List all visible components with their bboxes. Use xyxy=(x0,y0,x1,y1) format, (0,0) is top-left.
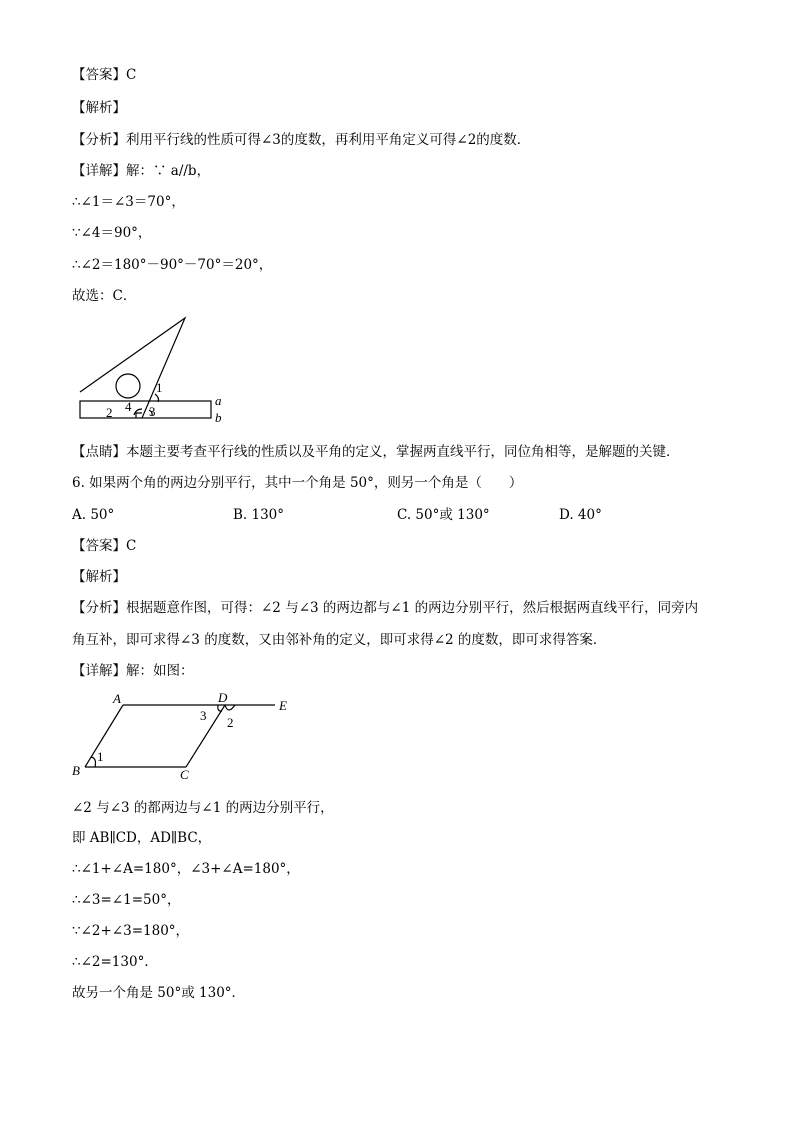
figure2-label-e: E xyxy=(279,698,287,713)
figure1-label-4: 4 xyxy=(125,399,132,414)
angle-2-arc xyxy=(225,705,235,710)
q6-question: 6. 如果两个角的两边分别平行，其中一个角是 50°，则另一个角是（ ） xyxy=(72,475,523,491)
q6-step-4: ∴∠3=∠1=50°， xyxy=(72,892,181,908)
q6-analysis-heading: 【解析】 xyxy=(72,569,126,585)
right-angle-mark xyxy=(136,413,142,418)
triangle-outline xyxy=(80,318,185,418)
q5-step-1: ∴∠1＝∠3＝70°， xyxy=(72,194,185,210)
q6-option-b: B. 130° xyxy=(233,507,285,523)
q5-step-3: ∴∠2＝180°－90°－70°＝20°， xyxy=(72,257,273,273)
q6-step-3: ∴∠1+∠A=180°，∠3+∠A=180°， xyxy=(72,861,300,877)
figure1-label-b: b xyxy=(215,410,222,425)
q6-option-d: D. 40° xyxy=(559,507,602,523)
figure2-label-c: C xyxy=(180,767,189,782)
q6-step-5: ∵∠2+∠3=180°， xyxy=(72,923,190,939)
q5-analysis-heading: 【解析】 xyxy=(72,100,126,116)
q5-analysis: 【分析】利用平行线的性质可得∠3的度数，再利用平角定义可得∠2的度数． xyxy=(72,132,531,148)
q6-answer: 【答案】C xyxy=(72,538,137,554)
segment-ab xyxy=(85,705,123,767)
q6-step-6: ∴∠2=130°． xyxy=(72,954,158,970)
q5-choice: 故选：C． xyxy=(72,288,137,304)
q6-option-a: A. 50° xyxy=(72,507,115,523)
q6-analysis-line-1: 【分析】根据题意作图，可得：∠2 与∠3 的两边都与∠1 的两边分别平行，然后根据两直线平行，同旁内 xyxy=(72,600,699,616)
q6-step-2: 即 AB∥CD，AD∥BC， xyxy=(72,830,212,846)
q6-conclusion: 故另一个角是 50°或 130°． xyxy=(72,985,246,1001)
figure1-label-3: 3 xyxy=(149,404,156,419)
q6-option-c: C. 50°或 130° xyxy=(397,507,490,523)
q6-figure xyxy=(68,688,298,783)
triangle-hole-circle xyxy=(116,374,140,398)
q5-figure xyxy=(72,312,232,430)
figure1-label-a: a xyxy=(215,393,222,408)
q5-comment: 【点睛】本题主要考查平行线的性质以及平角的定义，掌握两直线平行，同位角相等，是解题的关键． xyxy=(72,444,680,460)
q5-detail-heading: 【详解】解：∵ a//b， xyxy=(72,163,211,179)
figure2-label-d: D xyxy=(218,690,228,705)
q6-detail-heading: 【详解】解：如图： xyxy=(72,663,194,679)
figure1-label-1: 1 xyxy=(156,380,163,395)
figure2-label-1: 1 xyxy=(97,749,104,764)
figure1-label-2: 2 xyxy=(106,405,113,420)
figure2-label-3: 3 xyxy=(200,708,207,723)
figure2-label-b: B xyxy=(72,763,80,778)
angle-4-arc xyxy=(134,409,142,415)
q6-step-1: ∠2 与∠3 的都两边与∠1 的两边分别平行， xyxy=(72,800,334,816)
figure2-label-2: 2 xyxy=(227,715,234,730)
angle-1-arc xyxy=(91,757,96,767)
q5-answer: 【答案】C xyxy=(72,67,137,83)
q6-analysis-line-2: 角互补，即可求得∠3 的度数，又由邻补角的定义，即可求得∠2 的度数，即可求得答案． xyxy=(72,632,607,648)
figure2-label-a: A xyxy=(113,691,121,706)
q5-step-2: ∵∠4＝90°， xyxy=(72,225,152,241)
